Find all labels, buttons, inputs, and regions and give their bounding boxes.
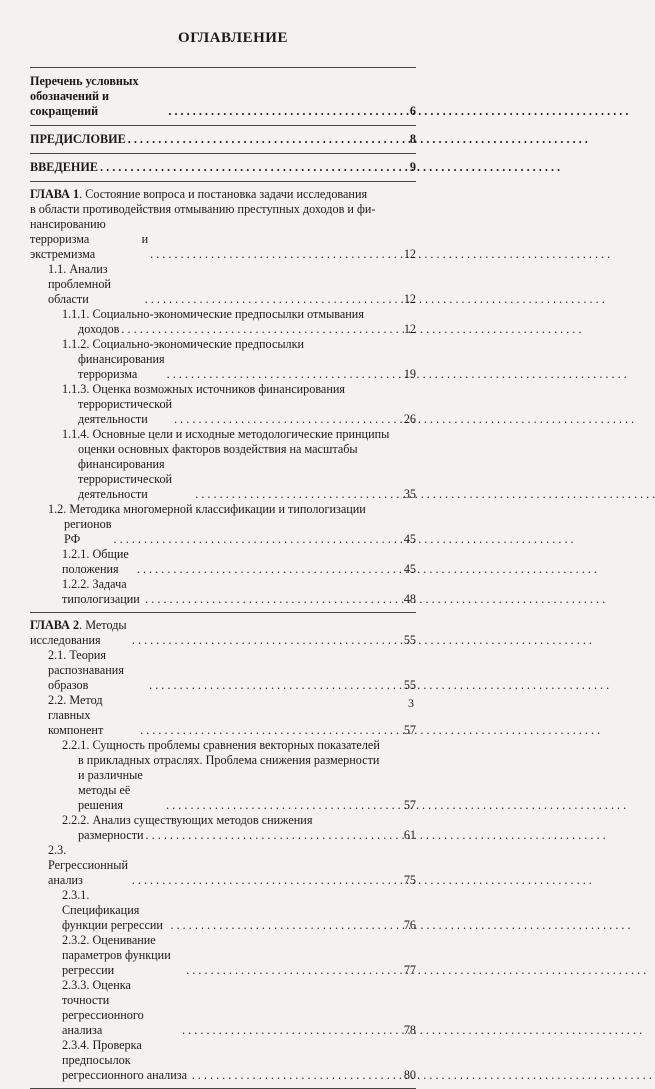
toc-entry-introduction[interactable]: ВВЕДЕНИЕ . . . 9	[30, 160, 416, 175]
toc-entry-abbreviations[interactable]: Перечень условных обозначений и сокращений . . . 6	[30, 74, 416, 119]
toc-entry-2-3-4[interactable]: 2.3.4. Проверка предпосылок регрессионного анализа . . . 80	[30, 1038, 416, 1083]
toc-entry-chapter-1[interactable]: ГЛАВА 1. Состояние вопроса и постановка задачи исследования в области противодействия отмыванию преступных доходов и фи- нансированию терроризма и экстремизма . . . 12	[30, 187, 416, 262]
toc-entry-2-2-2[interactable]: 2.2.2. Анализ существующих методов снижения размерности . . . 61	[30, 813, 416, 843]
toc-entry-2-3-2[interactable]: 2.3.2. Оценивание параметров функции регрессии . . . 77	[30, 933, 416, 978]
toc-entry-chapter-2[interactable]: ГЛАВА 2. Методы исследования . . . 55	[30, 618, 416, 648]
page-number: 3	[408, 696, 414, 710]
toc-entry-2-3-1[interactable]: 2.3.1. Спецификация функции регрессии . . . 76	[30, 888, 416, 933]
toc-entry-1-2-2[interactable]: 1.2.2. Задача типологизации . . . 48	[30, 577, 416, 607]
chapter-1-number: ГЛАВА 1	[30, 187, 80, 201]
toc-entry-1-1[interactable]: 1.1. Анализ проблемной области . . . 12	[30, 262, 416, 307]
chapter-2-title: . Методы исследования	[30, 618, 127, 647]
chapter-2-number: ГЛАВА 2	[30, 618, 80, 632]
front-matter-block	[30, 126, 416, 153]
toc-entry-preface[interactable]: ПРЕДИСЛОВИЕ . . . 8	[30, 132, 416, 147]
toc-entry-1-2[interactable]: 1.2. Методика многомерной классификации и типологизации регионов РФ . . . 45	[30, 502, 416, 547]
chapter-2-block	[30, 613, 416, 1088]
toc-entry-2-1[interactable]: 2.1. Теория распознавания образов . . . 55	[30, 648, 416, 693]
toc-entry-2-3-3[interactable]: 2.3.3. Оценка точности регрессионного анализа . . . 78	[30, 978, 416, 1038]
toc-entry-1-2-1[interactable]: 1.2.1. Общие положения . . . 45	[30, 547, 416, 577]
front-matter-block	[30, 154, 416, 181]
page-title: ОГЛАВЛЕНИЕ	[178, 30, 288, 46]
toc-entry-2-3[interactable]: 2.3. Регрессионный анализ . . . 75	[30, 843, 416, 888]
toc-entry-1-1-2[interactable]: 1.1.2. Социально-экономические предпосылки финансирования терроризма . . . 19	[30, 337, 416, 382]
chapter-1-block	[30, 182, 416, 612]
toc-entry-2-2[interactable]: 2.2. Метод главных компонент . . . 57	[30, 693, 416, 738]
toc-entry-1-1-3[interactable]: 1.1.3. Оценка возможных источников финансирования террористической деятельности . . . 26	[30, 382, 416, 427]
chapter-1-title-line-1: . Состояние вопроса и постановка задачи исследования	[79, 187, 368, 201]
toc-entry-2-2-1[interactable]: 2.2.1. Сущность проблемы сравнения векторных показателей в прикладных отраслях. Проблема снижения размерности и различные методы её решения . . . 57	[30, 738, 416, 813]
toc-entry-1-1-4[interactable]: 1.1.4. Основные цели и исходные методологические принципы оценки основных факторов воздействия на масштабы финансирования террористической деятельности . . . 35	[30, 427, 416, 502]
toc-entry-1-1-1[interactable]: 1.1.1. Социально-экономические предпосылки отмывания доходов . . . 12	[30, 307, 416, 337]
front-matter-block	[30, 68, 416, 125]
